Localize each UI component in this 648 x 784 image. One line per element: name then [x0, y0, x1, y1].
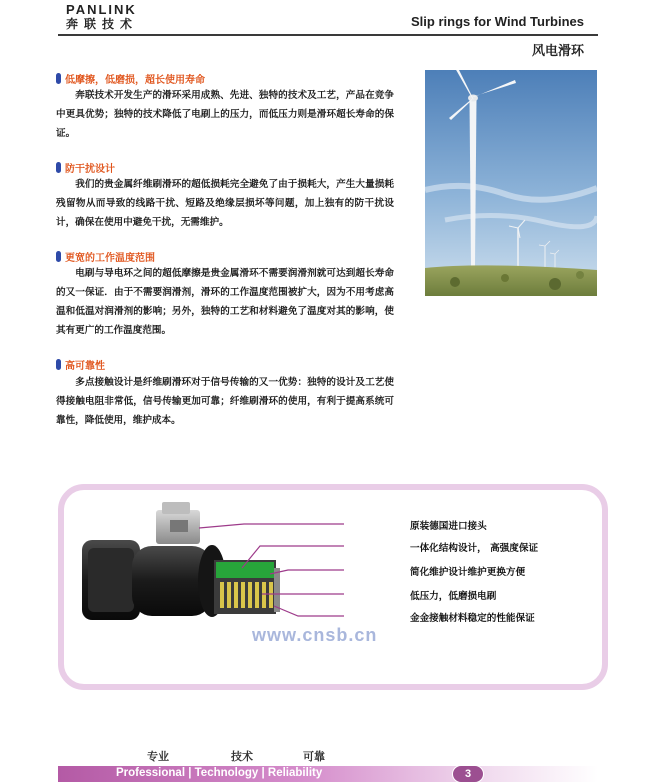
section-paragraph-low-friction: 奔联技术开发生产的滑环采用成熟、先进、独特的技术及工艺，产品在竞争中更具优势；独特的技术降低了电刷上的压力，而低压力则是滑环超长寿命的保证。 [56, 90, 394, 139]
bullet-icon [56, 73, 61, 84]
section-title-text: 防干扰设计 [65, 164, 115, 175]
header-title-cn: 风电滑环 [531, 44, 584, 59]
section-title-text: 低摩擦，低磨损，超长使用寿命 [65, 75, 205, 86]
callout-maintenance: 简化维护设计维护更换方便 [410, 567, 526, 578]
callout-integrated-structure: 一体化结构设计， 高强度保证 [410, 543, 539, 554]
callout-gold-contact: 金金接触材料稳定的性能保证 [410, 613, 535, 624]
footer-word-technology-cn: 技术 [231, 750, 253, 763]
section-title-anti-interference [56, 160, 115, 175]
callout-connector: 原装德国进口接头 [410, 521, 487, 532]
section-title-text: 高可靠性 [65, 361, 105, 372]
section-title-reliability [56, 357, 105, 372]
section-paragraph-temperature-range: 电刷与导电环之间的超低摩擦是贵金属滑环不需要润滑剂就可达到超长寿命的又一保证．由于不需要润滑剂，滑环的工作温度范围被扩大，因为不用考虑高温和低温对润滑剂的影响；另外，独特的工艺和材料避免了温度对其的影响，使其有更广的工作温度范围。 [56, 268, 394, 336]
footer-tagline: Professional | Technology | Reliability [116, 767, 323, 779]
footer-word-reliability-cn: 可靠 [303, 750, 325, 763]
watermark-text: www.cnsb.cn [252, 625, 378, 645]
page-number: 3 [452, 765, 484, 783]
section-title-temperature-range [56, 249, 155, 264]
logo-chinese-text: 奔联技术 [66, 17, 139, 31]
bullet-icon [56, 359, 61, 370]
section-paragraph-reliability: 多点接触设计是纤维刷滑环对于信号传输的又一优势：独特的设计及工艺使得接触电阻非常低，信号传输更加可靠；纤维刷滑环的使用，有利于提高系统可靠性，降低使用，维护成本。 [56, 377, 394, 426]
header-divider [58, 34, 598, 36]
section-title-text: 更宽的工作温度范围 [65, 253, 155, 264]
bullet-icon [56, 162, 61, 173]
bullet-icon [56, 251, 61, 262]
wind-turbine-photo [425, 70, 597, 296]
section-title-low-friction [56, 71, 205, 86]
footer-word-professional-cn: 专业 [147, 750, 169, 763]
header-title-en: Slip rings for Wind Turbines [411, 14, 584, 29]
section-paragraph-anti-interference: 我们的贵金属纤维刷滑环的超低损耗完全避免了由于损耗大，产生大量损耗残留物从而导致的线路干扰、短路及绝缘层损坏等问题，加上独有的防干扰设计，确保在使用中避免干扰，无需维护。 [56, 179, 394, 228]
callout-low-pressure-brush: 低压力，低磨损电刷 [410, 591, 497, 602]
logo-text: PANLINK [66, 2, 137, 17]
